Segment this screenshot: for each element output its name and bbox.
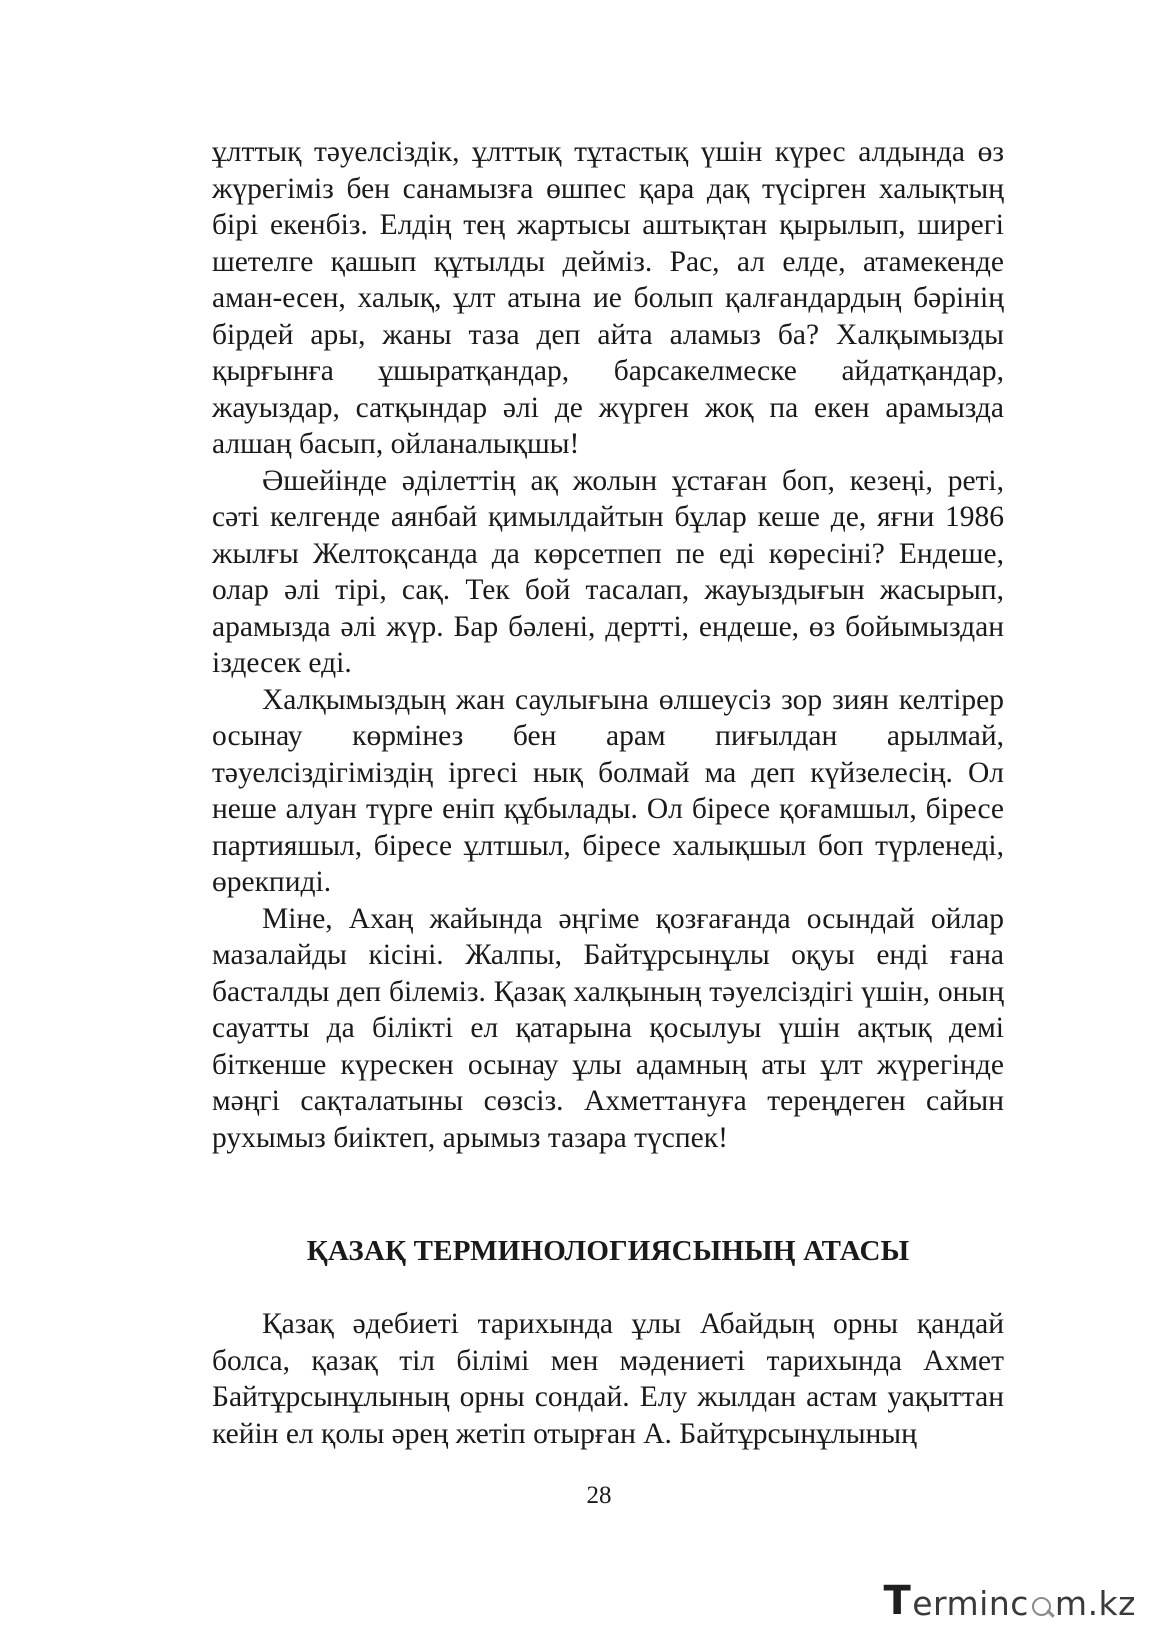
magnifier-icon — [1030, 1595, 1054, 1619]
body-text-top — [212, 134, 1004, 1156]
termincom-watermark-logo — [883, 1573, 1136, 1623]
watermark-t-glyph: T — [883, 1578, 912, 1624]
paragraph: Қазақ әдебиеті тарихында ұлы Абайдың орны қандай болса, қазақ тіл білімі мен мәдениеті тарихында Ахмет Байтұрсынұлының орны сондай. Елу жылдан астам уақыттан кейін ел қолы әрең жетіп отырған А. Байтұрсынұлының — [212, 1308, 1004, 1450]
paragraph: Міне, Ахаң жайында әңгіме қозғағанда осындай ойлар мазалайды кісіні. Жалпы, Байтұрсынұлы оқуы енді ғана басталды деп білеміз. Қазақ халқының тәуелсіздігі үшін, оның сауатты да білікті ел қатарына қосылуы үшін ақтық демі біткенше күрескен осынау ұлы адамның аты ұлт жүрегінде мәңгі сақталатыны сөзсіз. Ахметтануға тереңдеген сайын рухымыз биіктеп, арымыз тазара түспек! — [212, 902, 1004, 1154]
watermark-text-before: erminc — [912, 1584, 1029, 1623]
paragraph: Халқымыздың жан саулығына өлшеусіз зор зиян келтірер осынау көрмінез бен арам пиғылдан арылмай, тәуелсіздігіміздің іргесі нық болмай ма деп күйзелесің. Ол неше алуан түрге еніп құбылады. Ол біресе қоғамшыл, біресе партияшыл, біресе ұлтшыл, біресе халықшыл боп түрленеді, өрекпиді. — [212, 683, 1004, 898]
body-text-bottom — [212, 1306, 1004, 1452]
page-number: 28 — [586, 1482, 612, 1509]
paragraph: ұлттық тәуелсіздік, ұлттық тұтастық үшін күрес алдында өз жүрегіміз бен санамызға өшпес қара дақ түсірген халықтың бірі екенбіз. Елдің тең жартысы аштықтан қырылып, ширегі шетелге қашып құтылды дейміз. Рас, ал елде, атамекенде аман-есен, халық, ұлт атына ие болып қалғандардың бәрінің бірдей ары, жаны таза деп айта аламыз ба? Халқымызды қырғынға ұшыратқандар, барсакелмеске айдатқандар, жауыздар, сатқындар әлі де жүрген жоқ па екен арамызда алшаң басып, ойланалықшы! — [212, 136, 1004, 460]
watermark-text-after: m.kz — [1054, 1584, 1136, 1623]
section-heading: ҚАЗАҚ ТЕРМИНОЛОГИЯСЫНЫҢ АТАСЫ — [306, 1235, 910, 1267]
paragraph: Әшейінде әділеттің ақ жолын ұстаған боп, кезеңі, реті, сәті келгенде аянбай қимылдайтын бұлар кеше де, яғни 1986 жылғы Желтоқсанда да көрсетпеп пе еді көресіні? Ендеше, олар әлі тірі, сақ. Тек бой тасалап, жауыздығын жасырып, арамызда әлі жүр. Бар бәлені, дертті, ендеше, өз бойымыздан іздесек еді. — [212, 464, 1004, 679]
